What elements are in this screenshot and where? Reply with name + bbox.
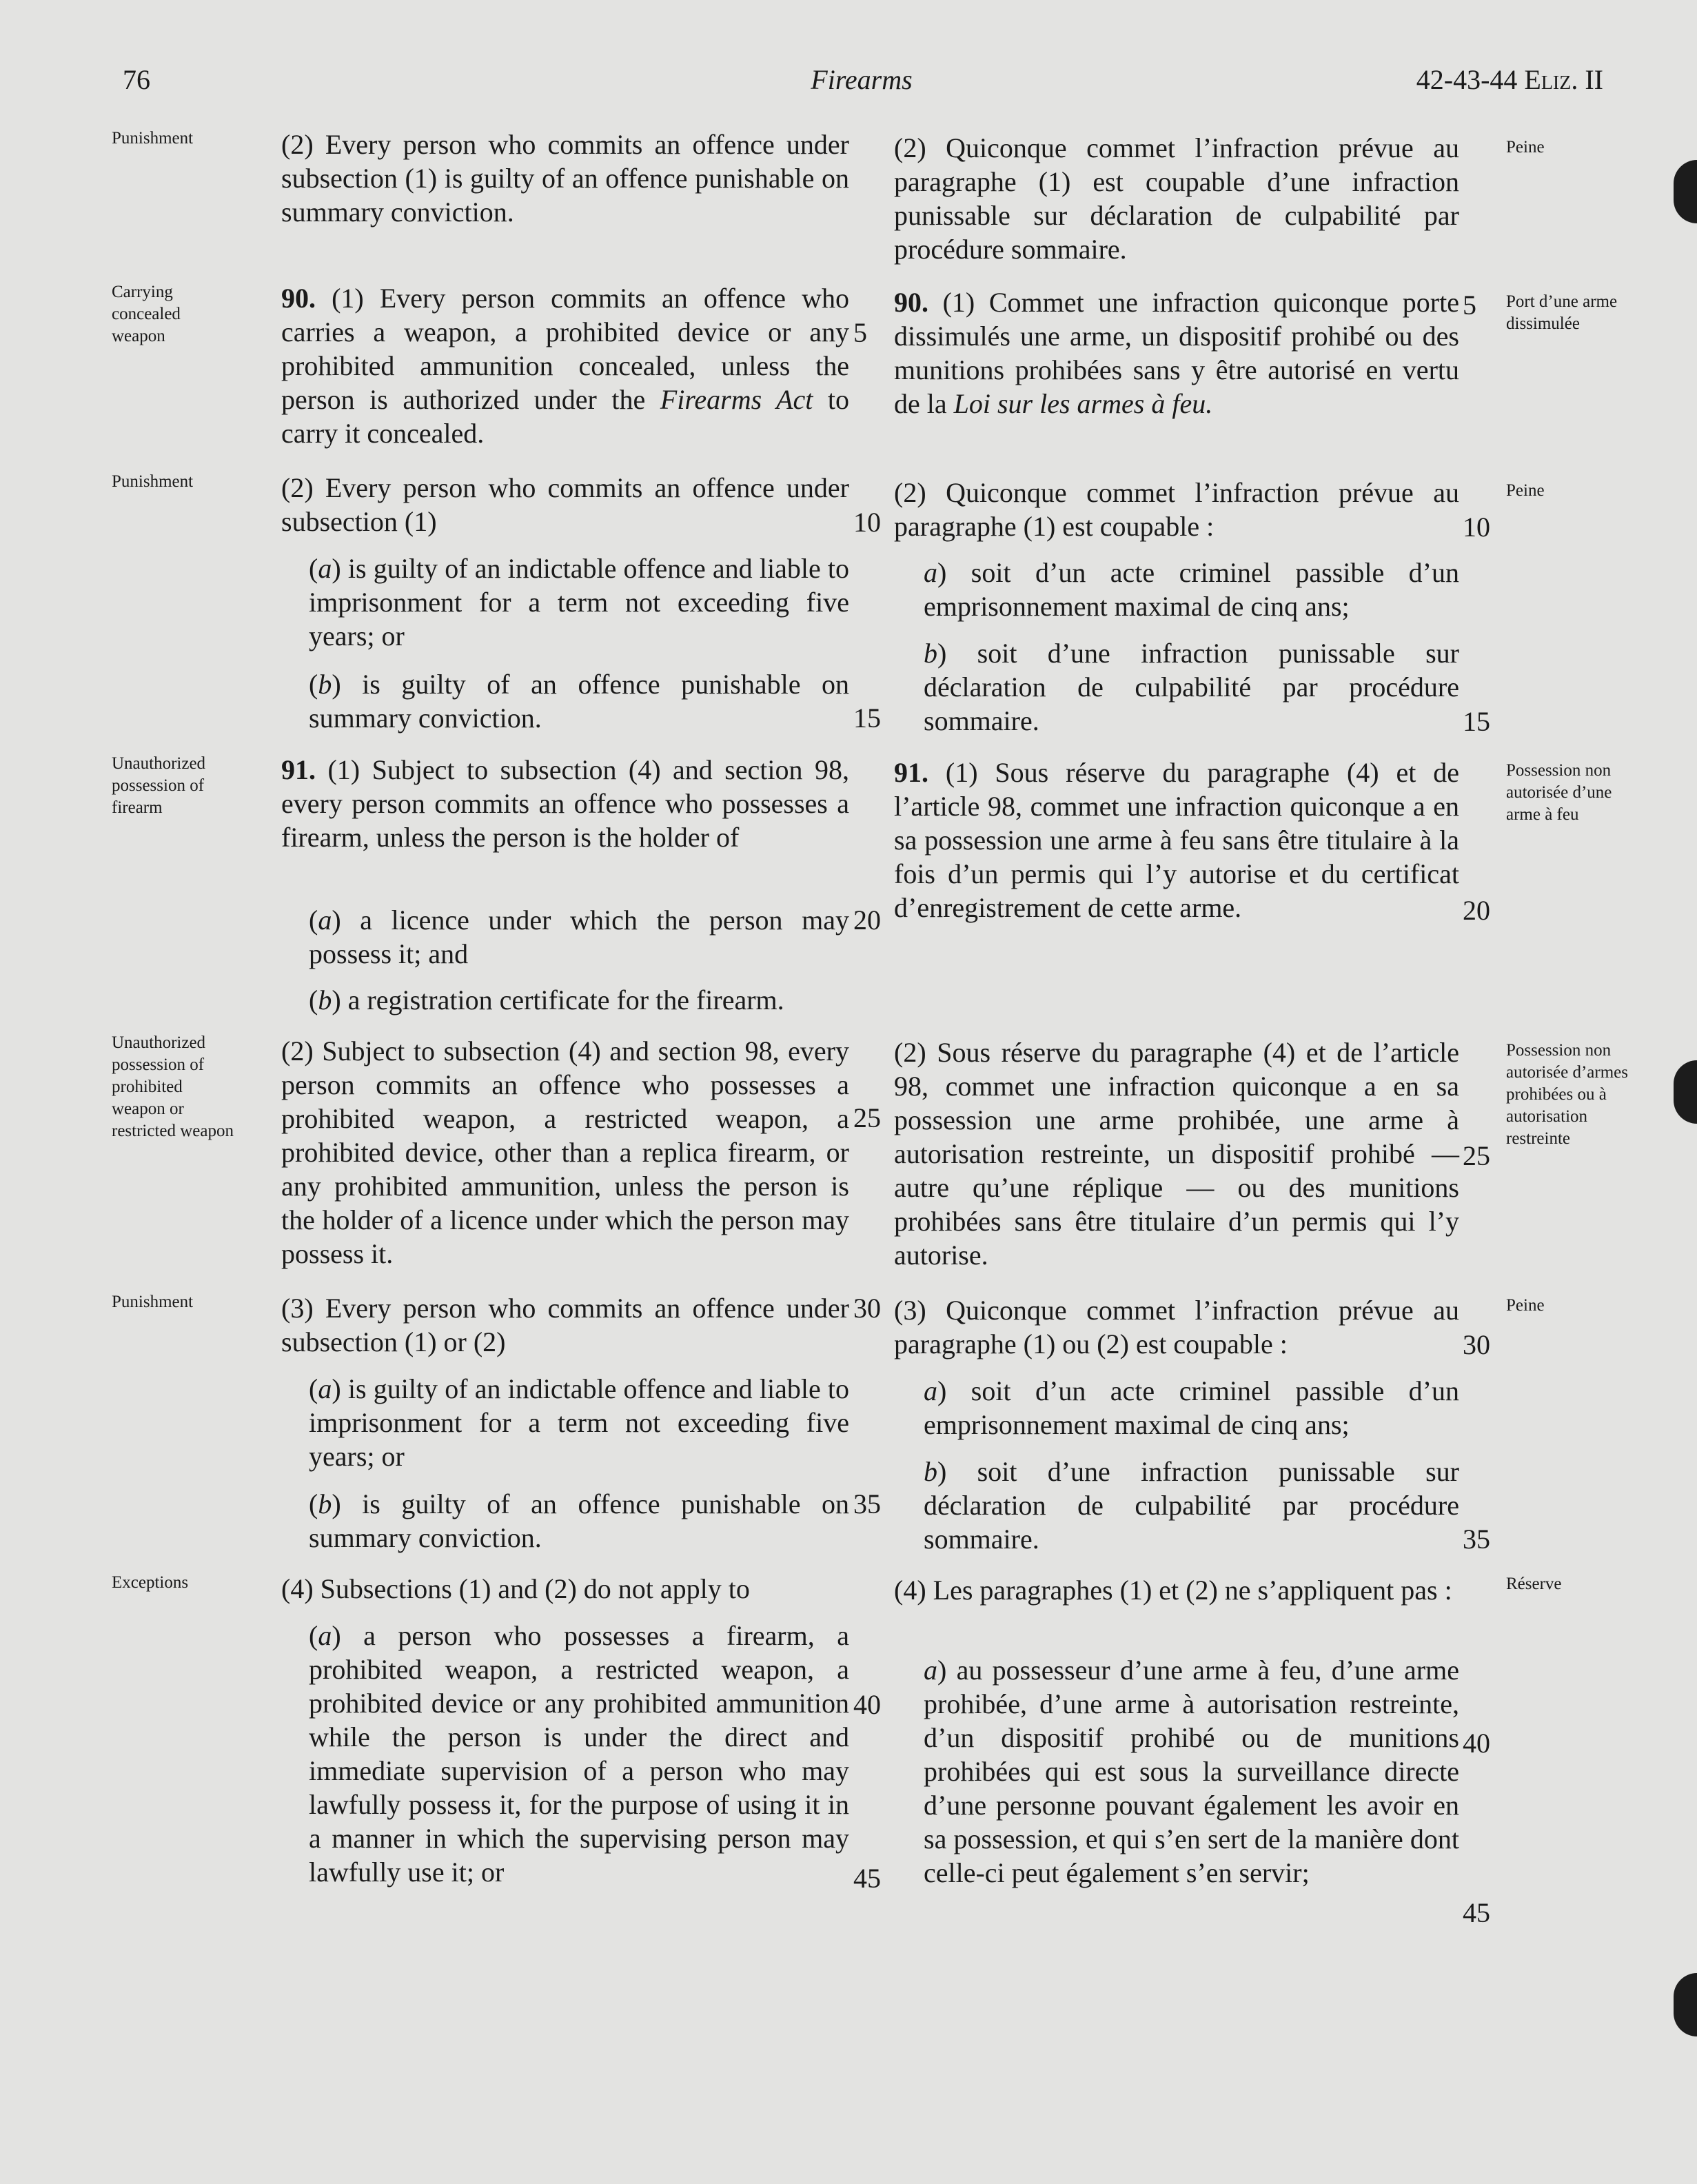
para-text: is guilty of an offence punishable on summary conviction. (309, 669, 849, 734)
section-number: 90. (894, 287, 928, 318)
para-text: is guilty of an indictable offence and liable to imprisonment for a term not exceeding five years; or (309, 553, 849, 651)
en-s91-3-a: (a) is guilty of an indictable offence and liable to imprisonment for a term not exceeding five years; or (309, 1373, 849, 1472)
session-prefix: 42-43-44 (1416, 64, 1525, 95)
binder-hole (1674, 160, 1697, 223)
en-s90-2-b: (b) is guilty of an offence punishable on summary conviction. (309, 669, 849, 734)
session-reign: Eliz (1524, 64, 1572, 95)
margin-note-en: Unauthorized possession of prohibited weapon or restricted weapon (112, 1033, 234, 1140)
fr-s91-3-b (924, 1455, 1459, 1556)
en-s91-3-b: (b) is guilty of an offence punishable on summary conviction. (309, 1488, 849, 1553)
fr-s91-1-text: (1) Sous réserve du paragraphe (4) et de l’article 98, commet une infraction quiconque a en sa possession une arme à feu sans être titulaire à la fois d’un permis qui l’y autorise et du certificat d’enregistrement de cette arme. (894, 757, 1459, 923)
page-header (0, 63, 1697, 105)
page-number: 76 (123, 64, 150, 95)
en-s90-1 (281, 281, 849, 450)
margin-note-fr: Réserve (1506, 1575, 1562, 1593)
para-label: b (318, 984, 332, 1015)
margin-note-fr: Peine (1506, 1296, 1545, 1315)
para-label: a (924, 557, 937, 588)
para-text: is guilty of an offence punishable on summary conviction. (309, 1488, 849, 1553)
session-label (1416, 63, 1603, 96)
en-s91-1-text: (1) Subject to subsection (4) and section 98, every person commits an offence who possesses a firearm, unless the person is the holder of (281, 754, 849, 853)
margin-note-en: Exceptions (112, 1573, 189, 1592)
margin-note-en: Unauthorized possession of firearm (112, 754, 206, 817)
en-s91-4: (4) Subsections (1) and (2) do not apply to (281, 1573, 750, 1604)
line-number-en: 20 (853, 904, 881, 936)
fr-s91-3: (3) Quiconque commet l’infraction prévue au paragraphe (1) ou (2) est coupable : (894, 1295, 1459, 1359)
en-s90-1-text: (1) Every person commits an offence who carries a weapon, a prohibited device or any prohibited ammunition concealed, unless the person is authorized under the (281, 283, 849, 415)
para-text: a person who possesses a firearm, a prohibited weapon, a restricted weapon, a prohibited device or any prohibited ammunition while the person is under the direct and immediate supervision of a person who may lawfully possess it, for the purpose of using it in a manner in which the supervising person may lawfully use it; or (309, 1620, 849, 1888)
line-number-fr: 40 (1463, 1728, 1490, 1759)
fr-s90-2-a (924, 556, 1459, 623)
line-number-fr: 10 (1463, 512, 1490, 543)
line-number-fr: 45 (1463, 1897, 1490, 1928)
line-number-en: 35 (853, 1488, 881, 1519)
fr-s89-2: (2) Quiconque commet l’infraction prévue au paragraphe (1) est coupable d’une infraction punissable sur déclaration de culpabilité par procédure sommaire. (894, 132, 1459, 265)
fr-s90-2-b (924, 636, 1459, 738)
running-title: Firearms (811, 64, 913, 95)
line-number-fr: 30 (1463, 1329, 1490, 1360)
binder-hole (1674, 1060, 1697, 1124)
margin-note-en: Punishment (112, 472, 194, 491)
line-number-en: 30 (853, 1293, 881, 1324)
margin-note-en: Punishment (112, 129, 194, 148)
en-s91-4-a: (a) a person who possesses a firearm, a prohibited weapon, a restricted weapon, a prohibited device or any prohibited ammunition while the person is under the direct and immediate supervision of a person who may lawfully possess it, for the purpose of using it in a manner in which the supervising person may lawfully use it; or (309, 1620, 849, 1888)
para-text: a licence under which the person may possess it; and (309, 904, 849, 969)
line-number-fr: 20 (1463, 895, 1490, 926)
para-text: ) soit d’une infraction punissable sur déclaration de culpabilité par procédure sommaire. (924, 638, 1459, 736)
en-s91-1 (281, 753, 849, 854)
line-number-fr: 5 (1463, 290, 1476, 321)
para-label: a (318, 904, 332, 936)
en-s90-2-a: (a) is guilty of an indictable offence and liable to imprisonment for a term not exceeding five years; or (309, 553, 849, 651)
fr-s91-3-a (924, 1374, 1459, 1442)
para-label: a (924, 1655, 937, 1686)
para-label: b (318, 669, 332, 700)
para-text: ) soit d’une infraction punissable sur déclaration de culpabilité par procédure sommaire. (924, 1456, 1459, 1555)
en-s89-2: (2) Every person who commits an offence under subsection (1) is guilty of an offence punishable on summary conviction. (281, 129, 849, 228)
margin-note-fr: Peine (1506, 481, 1545, 500)
line-number-en: 10 (853, 507, 881, 538)
fr-s91-4-a (924, 1653, 1459, 1890)
fr-s91-2: (2) Sous réserve du paragraphe (4) et de l’article 98, commet une infraction quiconque a en sa possession une arme prohibée, une arme à autorisation restreinte, un dispositif prohibé — autre qu’une réplique — ou des munitions prohibées sans être titulaire d’un permis qui l’y autorise. (894, 1037, 1459, 1271)
line-number-en: 5 (853, 317, 867, 348)
section-number: 91. (894, 757, 928, 788)
para-label: b (924, 1456, 937, 1487)
margin-note-en: Punishment (112, 1293, 194, 1311)
line-number-fr: 15 (1463, 706, 1490, 737)
margin-note-fr: Peine (1506, 138, 1545, 156)
act-title: Loi sur les armes à feu. (953, 388, 1213, 419)
fr-s91-4: (4) Les paragraphes (1) et (2) ne s’appliquent pas : (894, 1575, 1452, 1606)
para-label: b (318, 1488, 332, 1519)
para-text: ) soit d’un acte criminel passible d’un emprisonnement maximal de cinq ans; (924, 1375, 1459, 1440)
binder-hole (1674, 1973, 1697, 2036)
para-label: a (924, 1375, 937, 1406)
act-title: Firearms Act (660, 384, 813, 415)
para-label: a (318, 1373, 332, 1404)
en-s91-1-a: (a) a licence under which the person may possess it; and (309, 904, 849, 969)
line-number-en: 45 (853, 1863, 881, 1894)
para-label: a (318, 553, 332, 584)
en-s91-3: (3) Every person who commits an offence under subsection (1) or (2) (281, 1293, 849, 1357)
fr-s90-2: (2) Quiconque commet l’infraction prévue au paragraphe (1) est coupable : (894, 477, 1459, 542)
section-number: 91. (281, 754, 316, 785)
line-number-fr: 25 (1463, 1140, 1490, 1171)
en-s91-1-b: (b) a registration certificate for the firearm. (309, 984, 784, 1015)
session-suffix: . II (1571, 64, 1603, 95)
para-text: is guilty of an indictable offence and liable to imprisonment for a term not exceeding five years; or (309, 1373, 849, 1472)
margin-note-fr: Possession non autorisée d’une arme à feu (1506, 761, 1612, 824)
en-s91-2: (2) Subject to subsection (4) and section 98, every person commits an offence who possesses a prohibited weapon, a restricted weapon, a prohibited device, other than a replica firearm, or any prohibited ammunition, unless the person is the holder of a licence under which the person may possess it. (281, 1035, 849, 1269)
para-text: a registration certificate for the firearm. (341, 984, 784, 1015)
line-number-en: 25 (853, 1102, 881, 1133)
line-number-fr: 35 (1463, 1524, 1490, 1555)
section-number: 90. (281, 283, 316, 314)
para-text: ) au possesseur d’une arme à feu, d’une arme prohibée, d’une arme à autorisation restreinte, d’un dispositif prohibé ou de munitions prohibées qui est sous la surveillance directe d’une personne pouvant également les avoir en sa possession, et qui s’en sert de la manière dont celle-ci peut également s’en servir; (924, 1655, 1459, 1888)
line-number-en: 15 (853, 702, 881, 734)
fr-s90-1 (894, 285, 1459, 421)
margin-note-en: Carrying concealed weapon (112, 283, 181, 345)
line-number-en: 40 (853, 1689, 881, 1720)
margin-note-fr: Port d’une arme dissimulée (1506, 292, 1618, 333)
en-s90-2: (2) Every person who commits an offence under subsection (1) (281, 472, 849, 537)
margin-note-fr: Possession non autorisée d’armes prohibées ou à autorisation restreinte (1506, 1041, 1629, 1148)
para-label: b (924, 638, 937, 669)
fr-s91-1 (894, 756, 1459, 924)
en-s90-1-text-end: to carry it concealed. (281, 384, 849, 449)
para-text: ) soit d’un acte criminel passible d’un emprisonnement maximal de cinq ans; (924, 557, 1459, 622)
para-label: a (318, 1620, 332, 1651)
fr-s90-1-text: (1) Commet une infraction quiconque porte dissimulés une arme, un dispositif prohibé ou des munitions prohibées sans y être autorisé en vertu de la (894, 287, 1459, 419)
